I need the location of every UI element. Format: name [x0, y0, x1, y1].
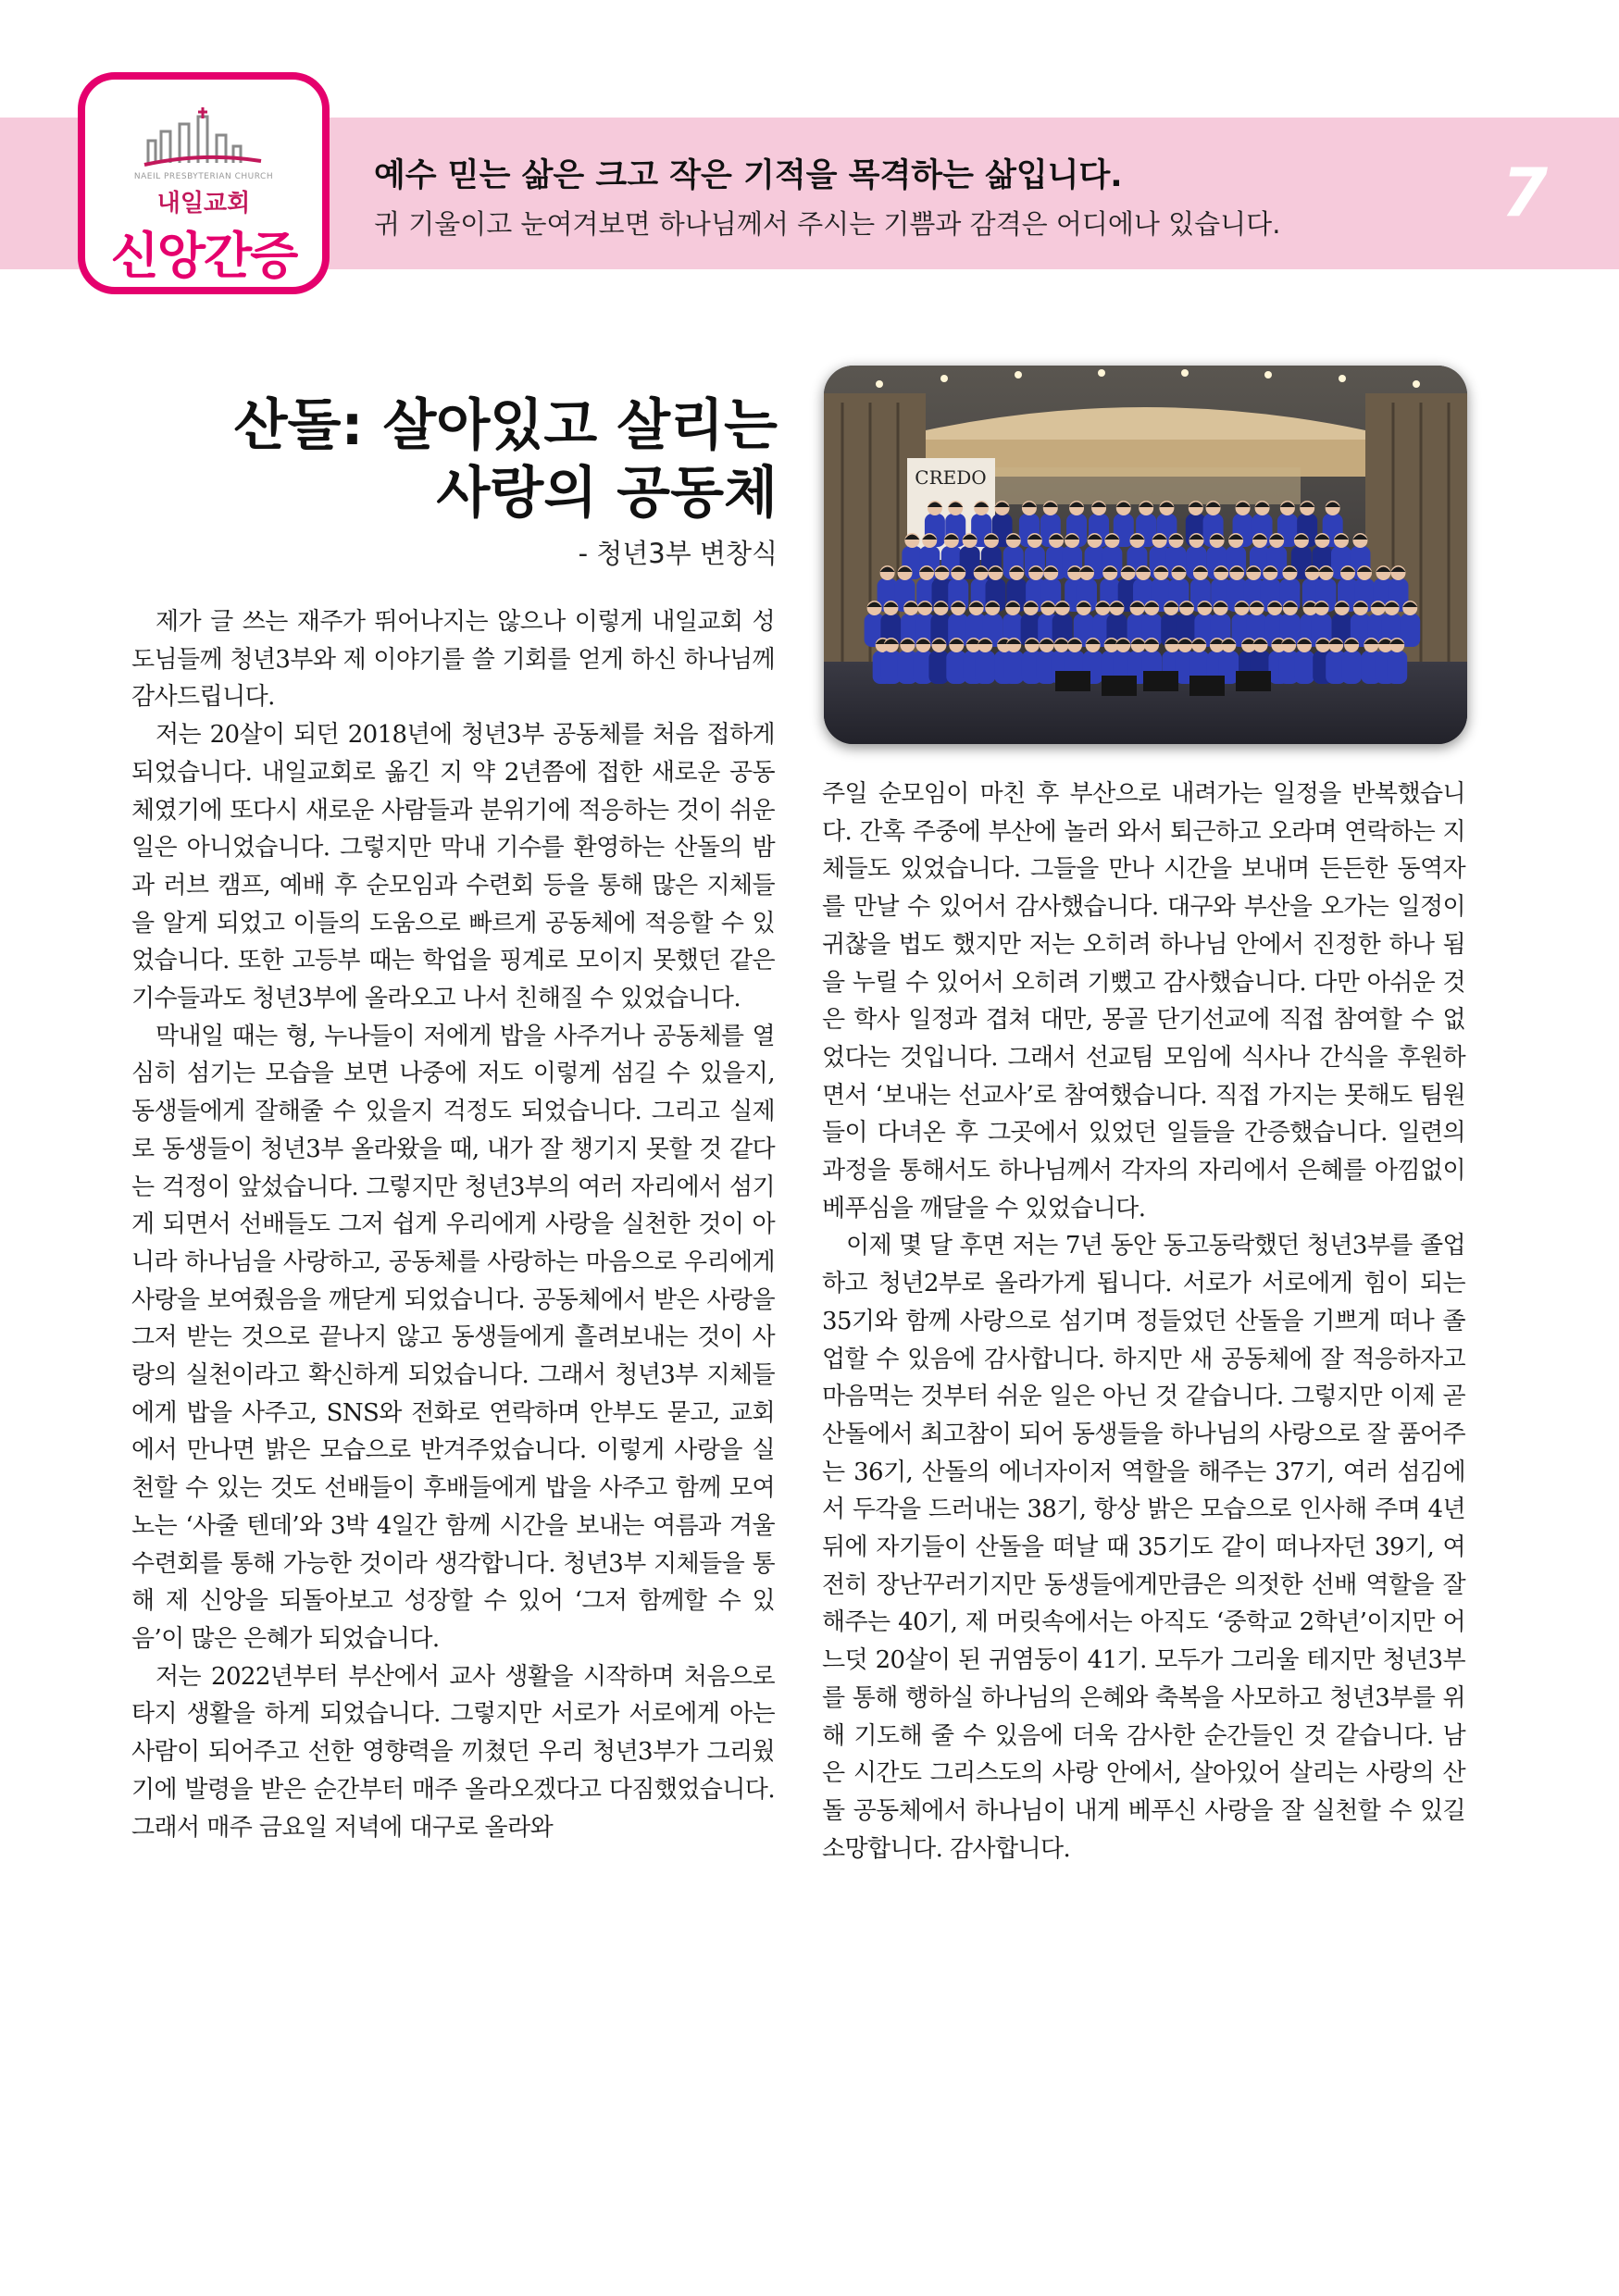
right-paragraph-1: 주일 순모임이 마친 후 부산으로 내려가는 일정을 반복했습니다. 간혹 주중에 부산에 놀러 와서 퇴근하고 오라며 연락하는 지체들도 있었습니다. 그들을 만나 시간을 보내며 든든한 동역자를 만날 수 있어서 감사했습니다. 대구와 부산을 오가는 일정이 귀찮을 법도 했지만 저는 오히려 하나님 안에서 진정한 하나 됨을 누릴 수 있어서 오히려 기뻤고 감사했습니다. 다만 아쉬운 것은 학사 일정과 겹쳐 대만, 몽골 단기선교에 직접 참여할 수 없었다는 것입니다. 그래서 선교팀 모임에 식사나 간식을 후원하면서 ‘보내는 선교사’로 참여했습니다. 직접 가지는 못해도 팀원들이 다녀온 후 그곳에서 있었던 일들을 간증했습니다. 일련의 과정을 통해서도 하나님께서 각자의 자리에서 은혜를 아낌없이 베푸심을 깨달을 수 있었습니다.: [822, 780, 1465, 1222]
logo-church-name: 내일교회: [156, 190, 251, 217]
church-logo-badge: [78, 72, 330, 294]
stage-speaker: [1055, 671, 1090, 691]
left-paragraph-2: 저는 20살이 되던 2018년에 청년3부 공동체를 처음 접하게 되었습니다. 내일교회로 옮긴 지 약 2년쯤에 접한 새로운 공동체였기에 또다시 새로운 사람들과 분위기에 적응하는 것이 쉬운 일은 아니었습니다. 그렇지만 막내 기수를 환영하는 산돌의 밤과 러브 캠프, 예배 후 순모임과 수련회 등을 통해 많은 지체들을 알게 되었고 이들의 도움으로 빠르게 공동체에 적응할 수 있었습니다. 또한 고등부 때는 학업을 핑계로 모이지 못했던 같은 기수들과도 청년3부에 올라오고 나서 친해질 수 있었습니다.: [131, 721, 775, 1013]
stage-speaker: [1102, 676, 1137, 696]
article-column-right: [822, 776, 1465, 1868]
article-author: - 청년3부 변창식: [578, 538, 778, 569]
header-subline: 귀 기울이고 눈여겨보면 하나님께서 주시는 기쁨과 감격은 어디에나 있습니다.: [374, 208, 1281, 240]
article-title: [167, 392, 778, 527]
left-paragraph-1: 제가 글 쓰는 재주가 뛰어나지는 않으나 이렇게 내일교회 성도님들께 청년3부와 제 이야기를 쓸 기회를 얻게 하신 하나님께 감사드립니다.: [131, 608, 775, 712]
logo-tagline: NAEIL PRESBYTERIAN CHURCH: [133, 172, 274, 181]
person-body: [975, 651, 995, 684]
photo-banner-text: CREDO: [915, 466, 987, 489]
stage-speaker: [1236, 671, 1271, 691]
left-paragraph-4: 저는 2022년부터 부산에서 교사 생활을 시작하며 처음으로 타지 생활을 하게 되었습니다. 그렇지만 서로가 서로에게 아는 사람이 되어주고 선한 영향력을 끼쳤던 우리 청년3부가 그리웠기에 발령을 받은 순간부터 매주 올라오겠다고 다짐했었습니다. 그래서 매주 금요일 저녁에 대구로 올라와: [131, 1662, 775, 1842]
article-column-left: [131, 603, 775, 1846]
person-body: [1387, 651, 1407, 684]
group-photo: [824, 366, 1467, 744]
person-body: [928, 651, 949, 684]
person-body: [1294, 651, 1314, 684]
article-title-line-1: 산돌: 살아있고 살리는: [233, 393, 778, 459]
church-skyline-logo-icon: [143, 107, 265, 174]
right-paragraph-2: 이제 몇 달 후면 저는 7년 동안 동고동락했던 청년3부를 졸업하고 청년2부로 올라가게 됩니다. 서로가 서로에게 힘이 되는 35기와 함께 사랑으로 섬기며 정들었던 산돌을 기쁘게 떠나 졸업할 수 있음에 감사합니다. 하지만 새 공동체에 잘 적응하자고 마음먹는 것부터 쉬운 일은 아닌 것 같습니다. 그렇지만 이제 곧 산돌에서 최고참이 되어 동생들을 하나님의 사랑으로 잘 품어주는 36기, 산돌의 에너자이저 역할을 해주는 37기, 여러 섬김에서 두각을 드러내는 38기, 항상 밝은 모습으로 인사해 주며 4년 뒤에 자기들이 산돌을 떠날 때 35기도 같이 떠나자던 39기, 여전히 장난꾸러기지만 동생들에게만큼은 의젓한 선배 역할을 잘 해주는 40기, 제 머릿속에서는 아직도 ‘중학교 2학년’이지만 어느덧 20살이 된 귀염둥이 41기. 모두가 그리울 테지만 청년3부를 통해 행하실 하나님의 은혜와 축복을 사모하고 청년3부를 위해 기도해 줄 수 있음에 더욱 감사한 순간들인 것 같습니다. 남은 시간도 그리스도의 사랑 안에서, 살아있어 살리는 사랑의 산돌 공동체에서 하나님이 내게 베푸신 사랑을 잘 실천할 수 있길 소망합니다. 감사합니다.: [822, 1232, 1465, 1863]
section-title: 신앙간증: [110, 227, 297, 285]
header-headline: 예수 믿는 삶은 크고 작은 기적을 목격하는 삶입니다.: [374, 157, 1123, 194]
article-title-line-2: 사랑의 공동체: [436, 461, 778, 527]
stage-speaker: [1143, 671, 1178, 691]
page-number: 7: [1501, 154, 1549, 231]
person-body: [1341, 651, 1362, 684]
group-photo-illustration: [824, 366, 1467, 744]
person-body: [1003, 651, 1024, 684]
left-paragraph-3: 막내일 때는 형, 누나들이 저에게 밥을 사주거나 공동체를 열심히 섬기는 모습을 보면 나중에 저도 이렇게 섬길 수 있을지, 동생들에게 잘해줄 수 있을지 걱정도 되었습니다. 그리고 실제로 동생들이 청년3부 올라왔을 때, 내가 잘 챙기지 못할 것 같다는 걱정이 앞섰습니다. 그렇지만 청년3부의 여러 자리에서 섬기게 되면서 선배들도 그저 쉽게 우리에게 사랑을 실천한 것이 아니라 하나님을 사랑하고, 공동체를 사랑하는 마음으로 우리에게 사랑을 보여줬음을 깨닫게 되었습니다. 공동체에서 받은 사랑을 그저 받는 것으로 끝나지 않고 동생들에게 흘려보내는 것이 사랑의 실천이라고 확신하게 되었습니다. 그래서 청년3부 지체들에게 밥을 사주고, SNS와 전화로 연락하며 안부도 묻고, 교회에서 만나면 밝은 모습으로 반겨주었습니다. 이렇게 사랑을 실천할 수 있는 것도 선배들이 후배들에게 밥을 사주고 함께 모여 노는 ‘사줄 텐데’와 3박 4일간 함께 시간을 보내는 여름과 겨울 수련회를 통해 가능한 것이라 생각합니다. 청년3부 지체들을 통해 제 신앙을 되돌아보고 성장할 수 있어 ‘그저 함께할 수 있음’이 많은 은혜가 되었습니다.: [131, 1022, 775, 1653]
stage-speaker: [1189, 676, 1225, 696]
